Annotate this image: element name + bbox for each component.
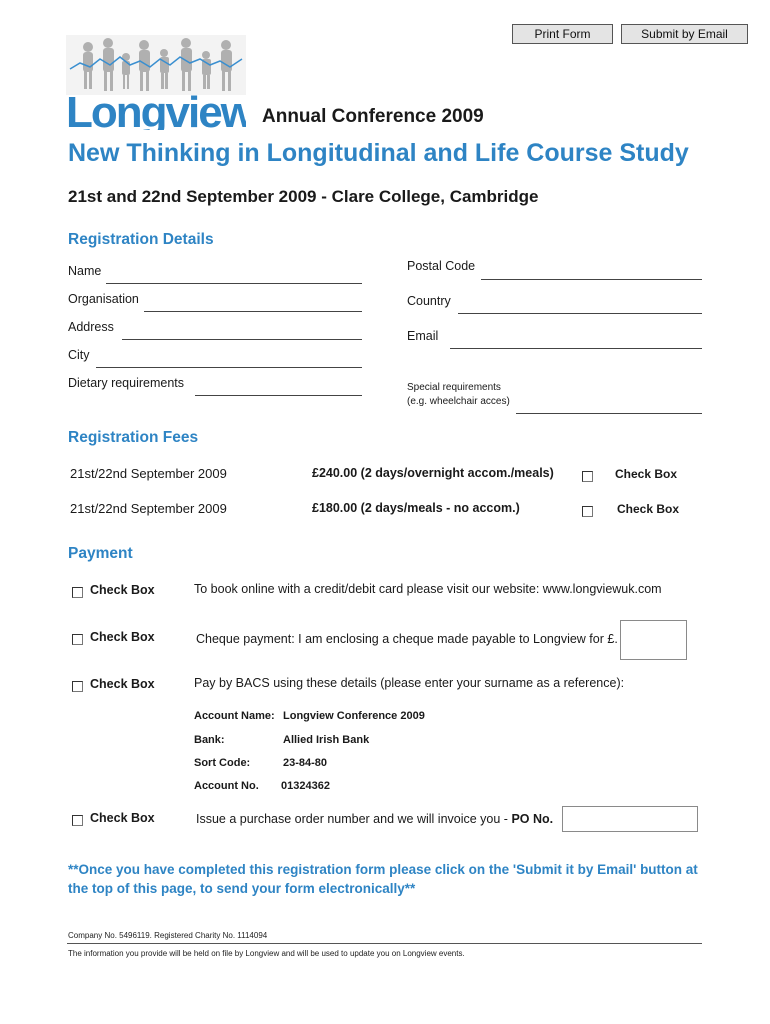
bank-detail-account-no-key: Account No.: [194, 780, 259, 792]
payment-bacs-checkbox-label: Check Box: [90, 677, 155, 691]
payment-po-checkbox[interactable]: [72, 815, 83, 826]
country-label: Country: [407, 294, 451, 308]
fee-row-1-price: £240.00 (2 days/overnight accom./meals): [312, 466, 554, 480]
payment-bacs-text: Pay by BACS using these details (please enter your surname as a reference):: [194, 676, 625, 690]
bank-detail-account-no-value: 01324362: [281, 780, 330, 792]
fee-row-1-date: 21st/22nd September 2009: [70, 466, 227, 481]
country-field[interactable]: [458, 313, 702, 314]
payment-cheque-checkbox-label: Check Box: [90, 630, 155, 644]
submit-notice-line2: the top of this page, to send your form electronically**: [68, 881, 416, 896]
footer-divider: [67, 943, 702, 944]
submit-by-email-button[interactable]: Submit by Email: [621, 24, 748, 44]
fee-row-1-checkbox[interactable]: [582, 471, 593, 482]
dietary-field[interactable]: [195, 395, 362, 396]
payment-po-text: [196, 812, 553, 826]
payment-po-description: Issue a purchase order number and we will invoice you -: [196, 812, 512, 826]
registration-details-heading: Registration Details: [68, 231, 214, 248]
payment-online-text: To book online with a credit/debit card please visit our website: www.longviewuk.com: [194, 582, 662, 596]
payment-online-checkbox-label: Check Box: [90, 583, 155, 597]
submit-notice-line1: **Once you have completed this registration form please click on the 'Submit it by Email' button at: [68, 862, 698, 877]
longview-logo: [66, 35, 246, 130]
name-field[interactable]: [106, 283, 362, 284]
po-number-label: PO No.: [511, 812, 554, 826]
footer-privacy-notice: The information you provide will be held on file by Longview and will be used to update you on Longview events.: [68, 949, 465, 958]
po-number-input[interactable]: [562, 806, 698, 832]
payment-heading: Payment: [68, 545, 133, 562]
fee-row-2-date: 21st/22nd September 2009: [70, 501, 227, 516]
bank-detail-bank-key: Bank:: [194, 734, 225, 746]
fee-row-1-checkbox-label: Check Box: [615, 467, 678, 481]
bank-detail-sort-code-key: Sort Code:: [194, 757, 251, 769]
special-requirements-label: Special requirements: [407, 382, 501, 393]
payment-bacs-checkbox[interactable]: [72, 681, 83, 692]
special-requirements-hint: (e.g. wheelchair acces): [407, 396, 510, 407]
page-title: New Thinking in Longitudinal and Life Course Study: [68, 139, 689, 167]
payment-online-checkbox[interactable]: [72, 587, 83, 598]
payment-cheque-checkbox[interactable]: [72, 634, 83, 645]
special-requirements-field[interactable]: [516, 413, 702, 414]
logo-wordmark: Longview: [66, 88, 246, 130]
print-form-button[interactable]: Print Form: [512, 24, 613, 44]
bank-detail-account-name-key: Account Name:: [194, 710, 275, 722]
fee-row-2-checkbox-label: Check Box: [617, 502, 680, 516]
city-field[interactable]: [96, 367, 362, 368]
fee-row-2-price: £180.00 (2 days/meals - no accom.): [312, 501, 520, 515]
longview-figures-graphic: [66, 35, 246, 130]
city-label: City: [68, 348, 90, 362]
conference-name: Annual Conference 2009: [262, 106, 484, 127]
payment-cheque-text: Cheque payment: I am enclosing a cheque made payable to Longview for £.: [196, 632, 618, 646]
payment-po-checkbox-label: Check Box: [90, 811, 155, 825]
organisation-field[interactable]: [144, 311, 362, 312]
email-field[interactable]: [450, 348, 702, 349]
address-label: Address: [68, 320, 114, 334]
event-date-venue: 21st and 22nd September 2009 - Clare College, Cambridge: [68, 187, 539, 206]
bank-detail-account-name-value: Longview Conference 2009: [283, 710, 425, 722]
fee-row-2-checkbox[interactable]: [582, 506, 593, 517]
cheque-amount-input[interactable]: [620, 620, 687, 660]
bank-detail-bank-value: Allied Irish Bank: [283, 734, 370, 746]
postal-code-field[interactable]: [481, 279, 702, 280]
postal-code-label: Postal Code: [407, 259, 476, 273]
address-field[interactable]: [122, 339, 362, 340]
footer-company-info: Company No. 5496119. Registered Charity No. 1114094: [68, 931, 268, 940]
organisation-label: Organisation: [68, 292, 139, 306]
name-label: Name: [68, 264, 102, 278]
dietary-label: Dietary requirements: [68, 376, 185, 390]
email-label: Email: [407, 329, 439, 343]
registration-fees-heading: Registration Fees: [68, 429, 199, 446]
bank-detail-sort-code-value: 23-84-80: [283, 757, 328, 769]
